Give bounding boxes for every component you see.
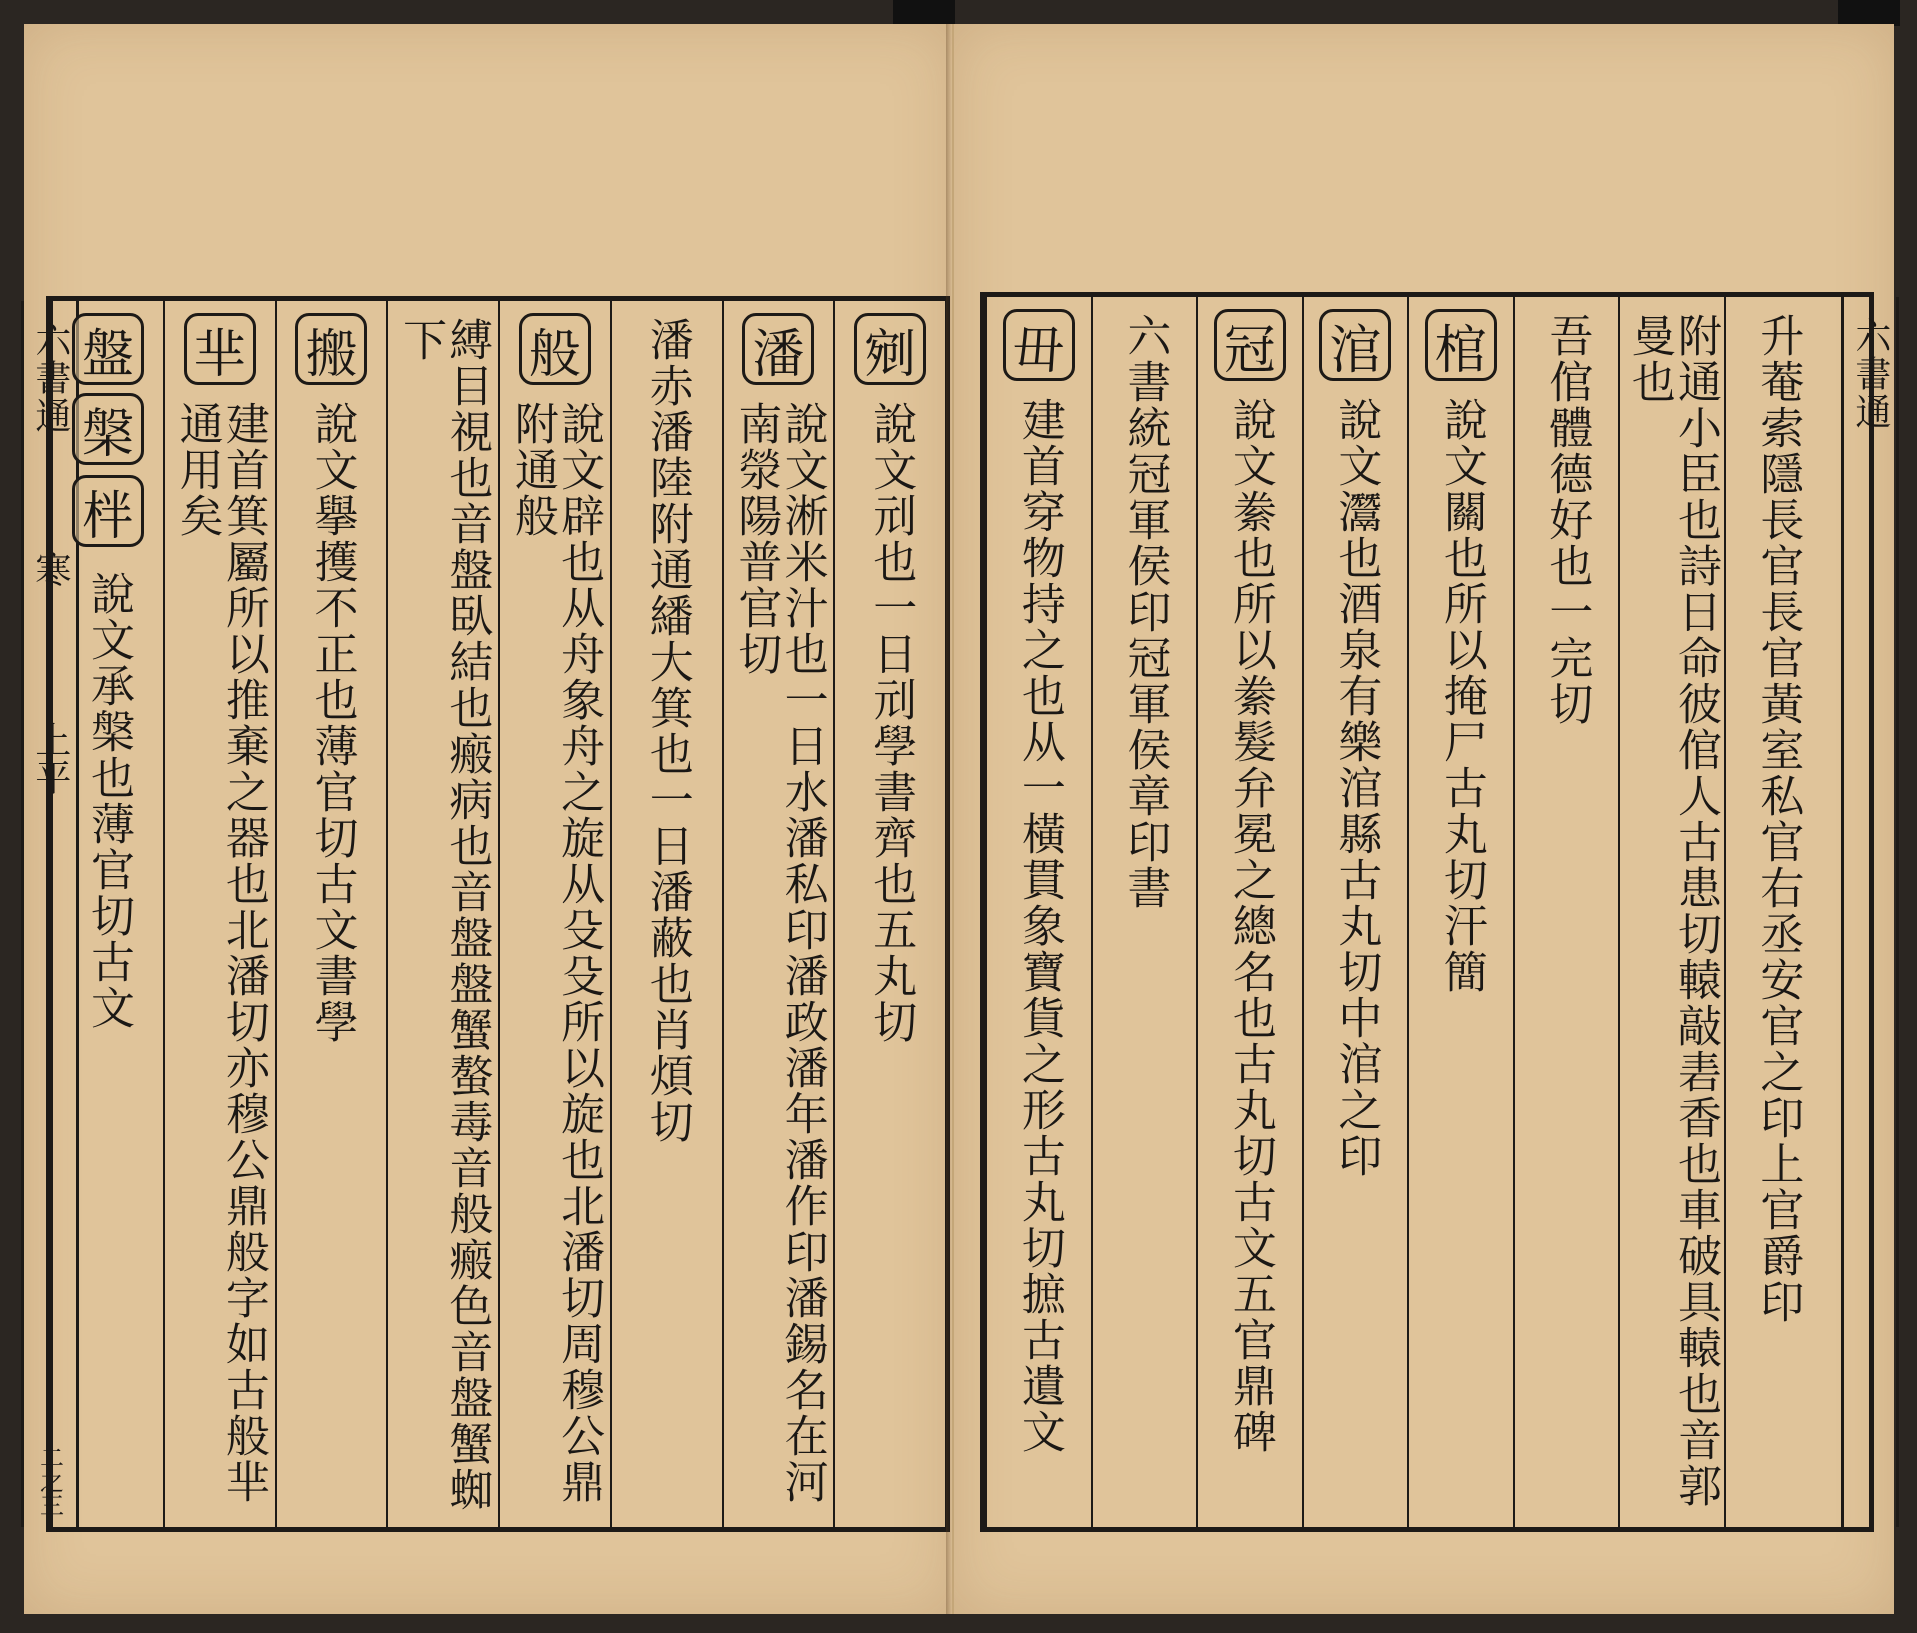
runner-section: 寒 [29,551,71,589]
entry-text: 吾倌體德好也一完切 [1541,313,1593,727]
text-column [275,301,387,1527]
seal-character-heading: 毌 [1003,309,1075,381]
text-column [386,301,498,1527]
binding-tab [893,0,955,26]
entry-text: 說文擧擭不正也薄官切古文書學 [306,401,358,1045]
seal-character-heading: 搬 [295,313,367,385]
seal-character-heading: 剜 [854,313,926,385]
seal-character-heading: 柈 [72,475,144,547]
text-column [722,301,834,1527]
text-column [1513,297,1619,1527]
text-column [1618,297,1724,1527]
left-text-frame [29,296,950,1532]
entry-text: 升菴索隱長官長官黃室私官右丞安官之印上官爵印 [1752,313,1804,1325]
text-column [163,301,275,1527]
folio-number: 二之三 [35,1445,64,1517]
text-column [1091,297,1197,1527]
runner-title: 六書通 [1849,317,1891,431]
seal-character-heading: 棺 [1425,309,1497,381]
text-column [610,301,722,1527]
entry-text: 建首穿物持之也从一橫貫象寶貨之形古丸切摭古遺文 [1013,397,1065,1455]
entry-text: 六書統冠軍侯印冠軍侯章印書 [1119,313,1171,911]
entry-text: 建首箕屬所以推棄之器也北潘切亦穆公鼎般字如古般芈通用矣 [171,401,269,1505]
entry-text: 說文關也所以掩尸古丸切汗簡 [1435,397,1487,995]
right-text-frame [980,292,1891,1532]
seal-character-heading: 芈 [184,313,256,385]
entry-text: 說文淅米汁也一日水潘私印潘政潘年潘作印潘錫名在河南滎陽普官切 [730,401,828,1505]
text-column [985,297,1091,1527]
entry-text: 縛目視也音盤臥結也瘢病也音盤盤蟹螯毒音般瘢色音盤蟹蜘下 [395,317,493,1513]
seal-character-heading: 潘 [742,313,814,385]
text-column [1196,297,1302,1527]
entry-text: 附通小臣也詩日命彼倌人古患切轅敲砉香也車破具轅也音郭曼也 [1623,313,1721,1509]
text-column [833,301,945,1527]
seal-character-heading: 涫 [1319,309,1391,381]
entry-text: 說文辟也从舟象舟之旋从殳殳所以旋也北潘切周穆公鼎附通般 [506,401,605,1505]
left-page [24,24,954,1614]
text-column [1724,297,1830,1527]
right-page-runner [1841,297,1899,1527]
runner-volume: 上平 [29,721,71,797]
text-column [498,301,610,1527]
text-column [1302,297,1408,1527]
entry-text: 說文灊也酒泉有樂涫縣古丸切中涫之印 [1330,397,1382,1179]
seal-character-heading: 盤 [72,313,144,385]
seal-character-heading: 冠 [1214,309,1286,381]
seal-character-heading: 般 [519,313,591,385]
entry-text: 說文承槃也薄官切古文 [82,571,134,1031]
right-page [952,24,1894,1614]
binding-tab [1838,0,1900,26]
text-column [1407,297,1513,1527]
entry-text: 潘赤潘陸附通繙大箕也一日潘蔽也肖煩切 [641,317,693,1145]
runner-title: 六書通 [29,321,71,435]
entry-text: 說文絭也所以絭髮弁冕之總名也古丸切古文五官鼎碑 [1224,397,1276,1455]
seal-character-heading: 槃 [72,393,144,465]
text-column [51,301,163,1527]
entry-text: 說文刓也一日刓學書齊也五丸切 [865,401,917,1045]
